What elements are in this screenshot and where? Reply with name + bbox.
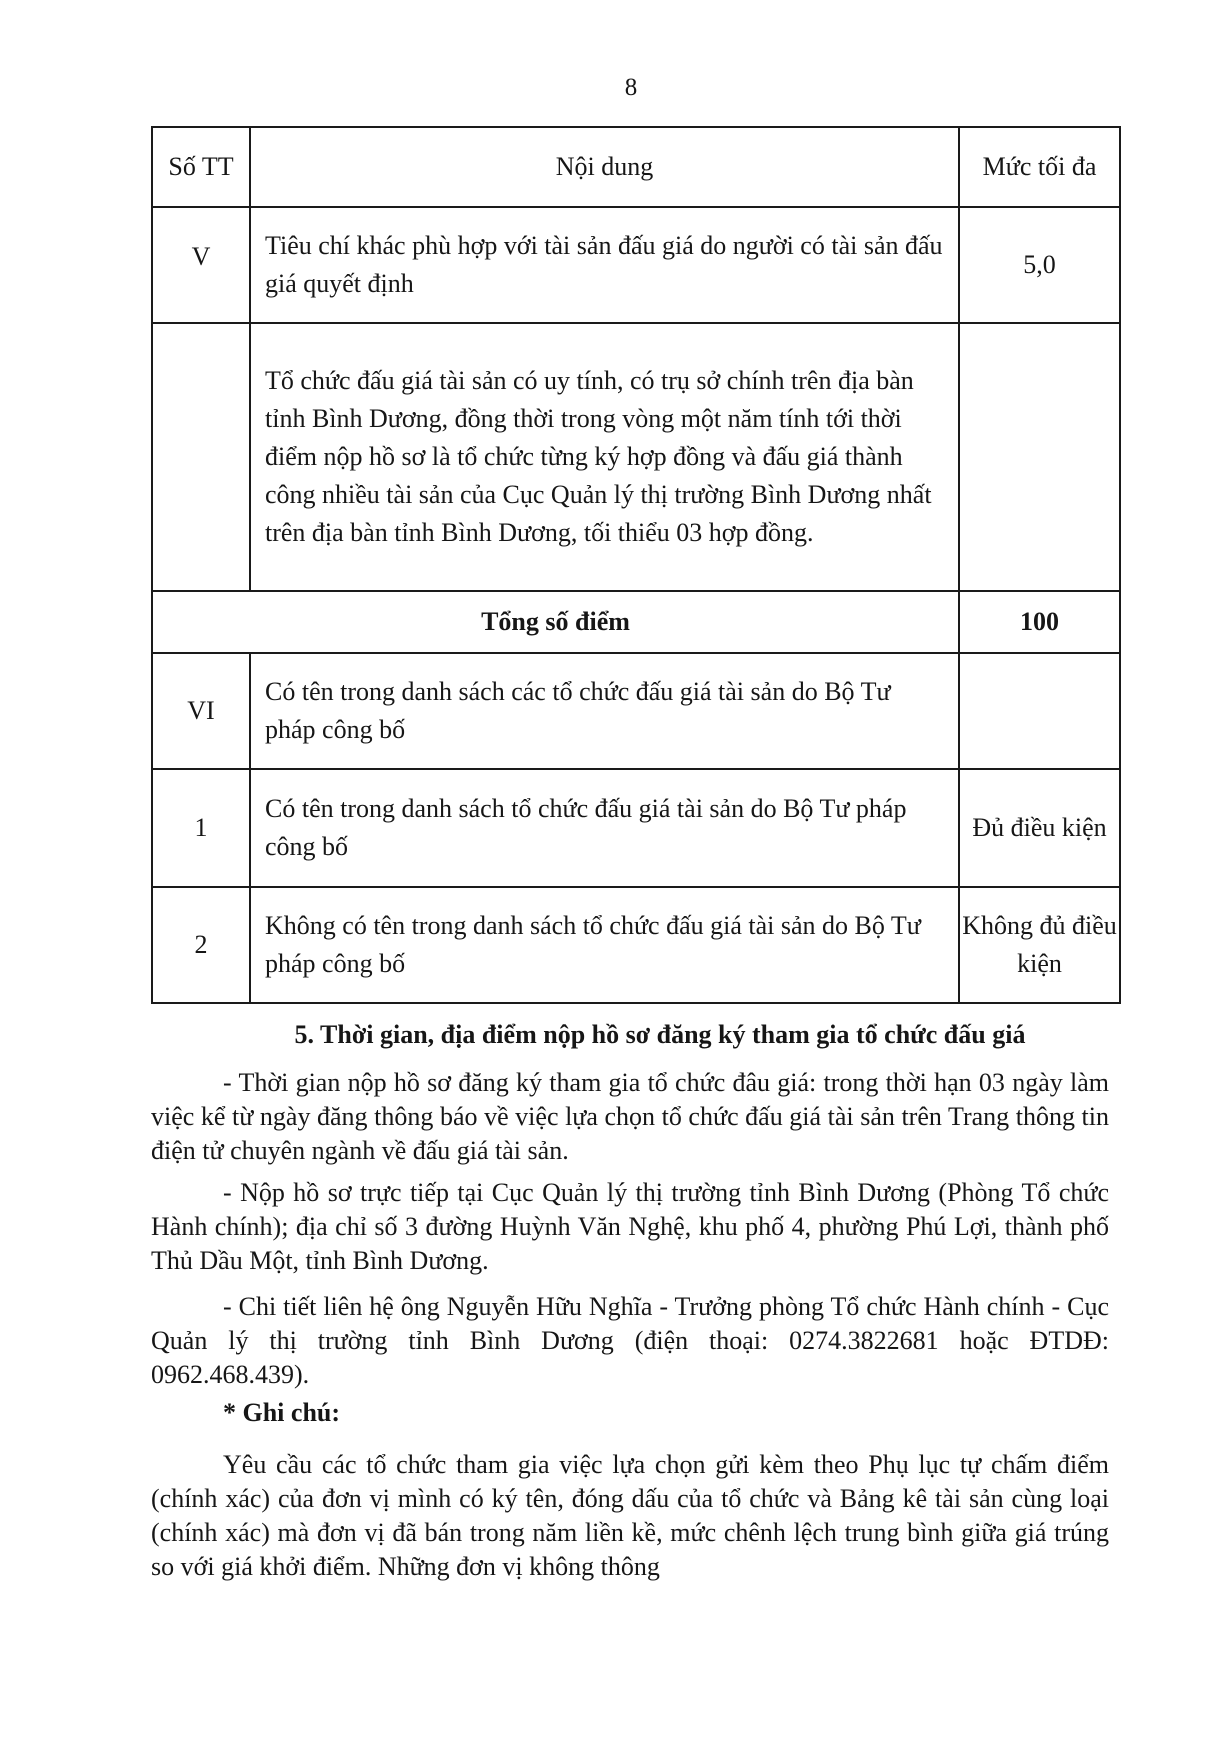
row-stt: VI: [152, 653, 250, 769]
section-5-paragraph: - Nộp hồ sơ trực tiếp tại Cục Quản lý thị trường tỉnh Bình Dương (Phòng Tổ chức Hành chính); địa chỉ số 3 đường Huỳnh Văn Nghệ, khu phố 4, phường Phú Lợi, thành phố Thủ Dầu Một, tỉnh Bình Dương.: [151, 1178, 1109, 1275]
section-5-paragraph: - Thời gian nộp hồ sơ đăng ký tham gia tổ chức đâu giá: trong thời hạn 03 ngày làm việc kể từ ngày đăng thông báo về việc lựa chọn tổ chức đấu giá tài sản trên Trang thông tin điện tử chuyên ngành về đấu giá tài sản.: [151, 1068, 1109, 1165]
section-5-heading: 5. Thời gian, địa điểm nộp hồ sơ đăng ký tham gia tổ chức đấu giá: [294, 1020, 1026, 1049]
row-stt: V: [152, 207, 250, 323]
row-max: [959, 653, 1120, 769]
header-max: Mức tối đa: [959, 127, 1120, 207]
row-stt: 1: [152, 769, 250, 887]
section-5-paragraph: - Chi tiết liên hệ ông Nguyễn Hữu Nghĩa - Trưởng phòng Tổ chức Hành chính - Cục Quản lý thị trường tỉnh Bình Dương (điện thoại: 0274.3822681 hoặc ĐTDĐ: 0962.468.439).: [151, 1292, 1109, 1389]
table-header-row: [152, 127, 1120, 207]
total-label: Tổng số điểm: [152, 591, 959, 653]
row-max: Đủ điều kiện: [959, 769, 1120, 887]
row-max: Không đủ điều kiện: [959, 887, 1120, 1003]
table-row: [152, 887, 1120, 1003]
row-max: 5,0: [959, 207, 1120, 323]
row-content: Tiêu chí khác phù hợp với tài sản đấu giá do người có tài sản đấu giá quyết định: [250, 207, 959, 323]
table-row: [152, 207, 1120, 323]
header-content: Nội dung: [250, 127, 959, 207]
table-row: [152, 323, 1120, 591]
header-stt: Số TT: [152, 127, 250, 207]
note-paragraph: Yêu cầu các tổ chức tham gia việc lựa chọn gửi kèm theo Phụ lục tự chấm điểm (chính xác) của đơn vị mình có ký tên, đóng dấu của tổ chức và Bảng kê tài sản cùng loại (chính xác) mà đơn vị đã bán trong năm liền kề, mức chênh lệch trung bình giữa giá trúng so với giá khởi điểm. Những đơn vị không thông: [151, 1450, 1109, 1581]
row-stt: 2: [152, 887, 250, 1003]
row-max: [959, 323, 1120, 591]
page-number: 8: [624, 74, 638, 101]
total-value: 100: [959, 591, 1120, 653]
row-content: Có tên trong danh sách tổ chức đấu giá tài sản do Bộ Tư pháp công bố: [250, 769, 959, 887]
table-row: [152, 653, 1120, 769]
row-content: Không có tên trong danh sách tổ chức đấu giá tài sản do Bộ Tư pháp công bố: [250, 887, 959, 1003]
row-content: Tổ chức đấu giá tài sản có uy tính, có trụ sở chính trên địa bàn tỉnh Bình Dương, đồng thời trong vòng một năm tính tới thời điểm nộp hồ sơ là tổ chức từng ký hợp đồng và đấu giá thành công nhiều tài sản của Cục Quản lý thị trường Bình Dương nhất trên địa bàn tỉnh Bình Dương, tối thiểu 03 hợp đồng.: [250, 323, 959, 591]
scoring-criteria-table: [151, 126, 1121, 1004]
row-content: Có tên trong danh sách các tổ chức đấu giá tài sản do Bộ Tư pháp công bố: [250, 653, 959, 769]
table-row: [152, 769, 1120, 887]
note-heading: * Ghi chú:: [223, 1398, 341, 1427]
row-stt: [152, 323, 250, 591]
table-total-row: [152, 591, 1120, 653]
